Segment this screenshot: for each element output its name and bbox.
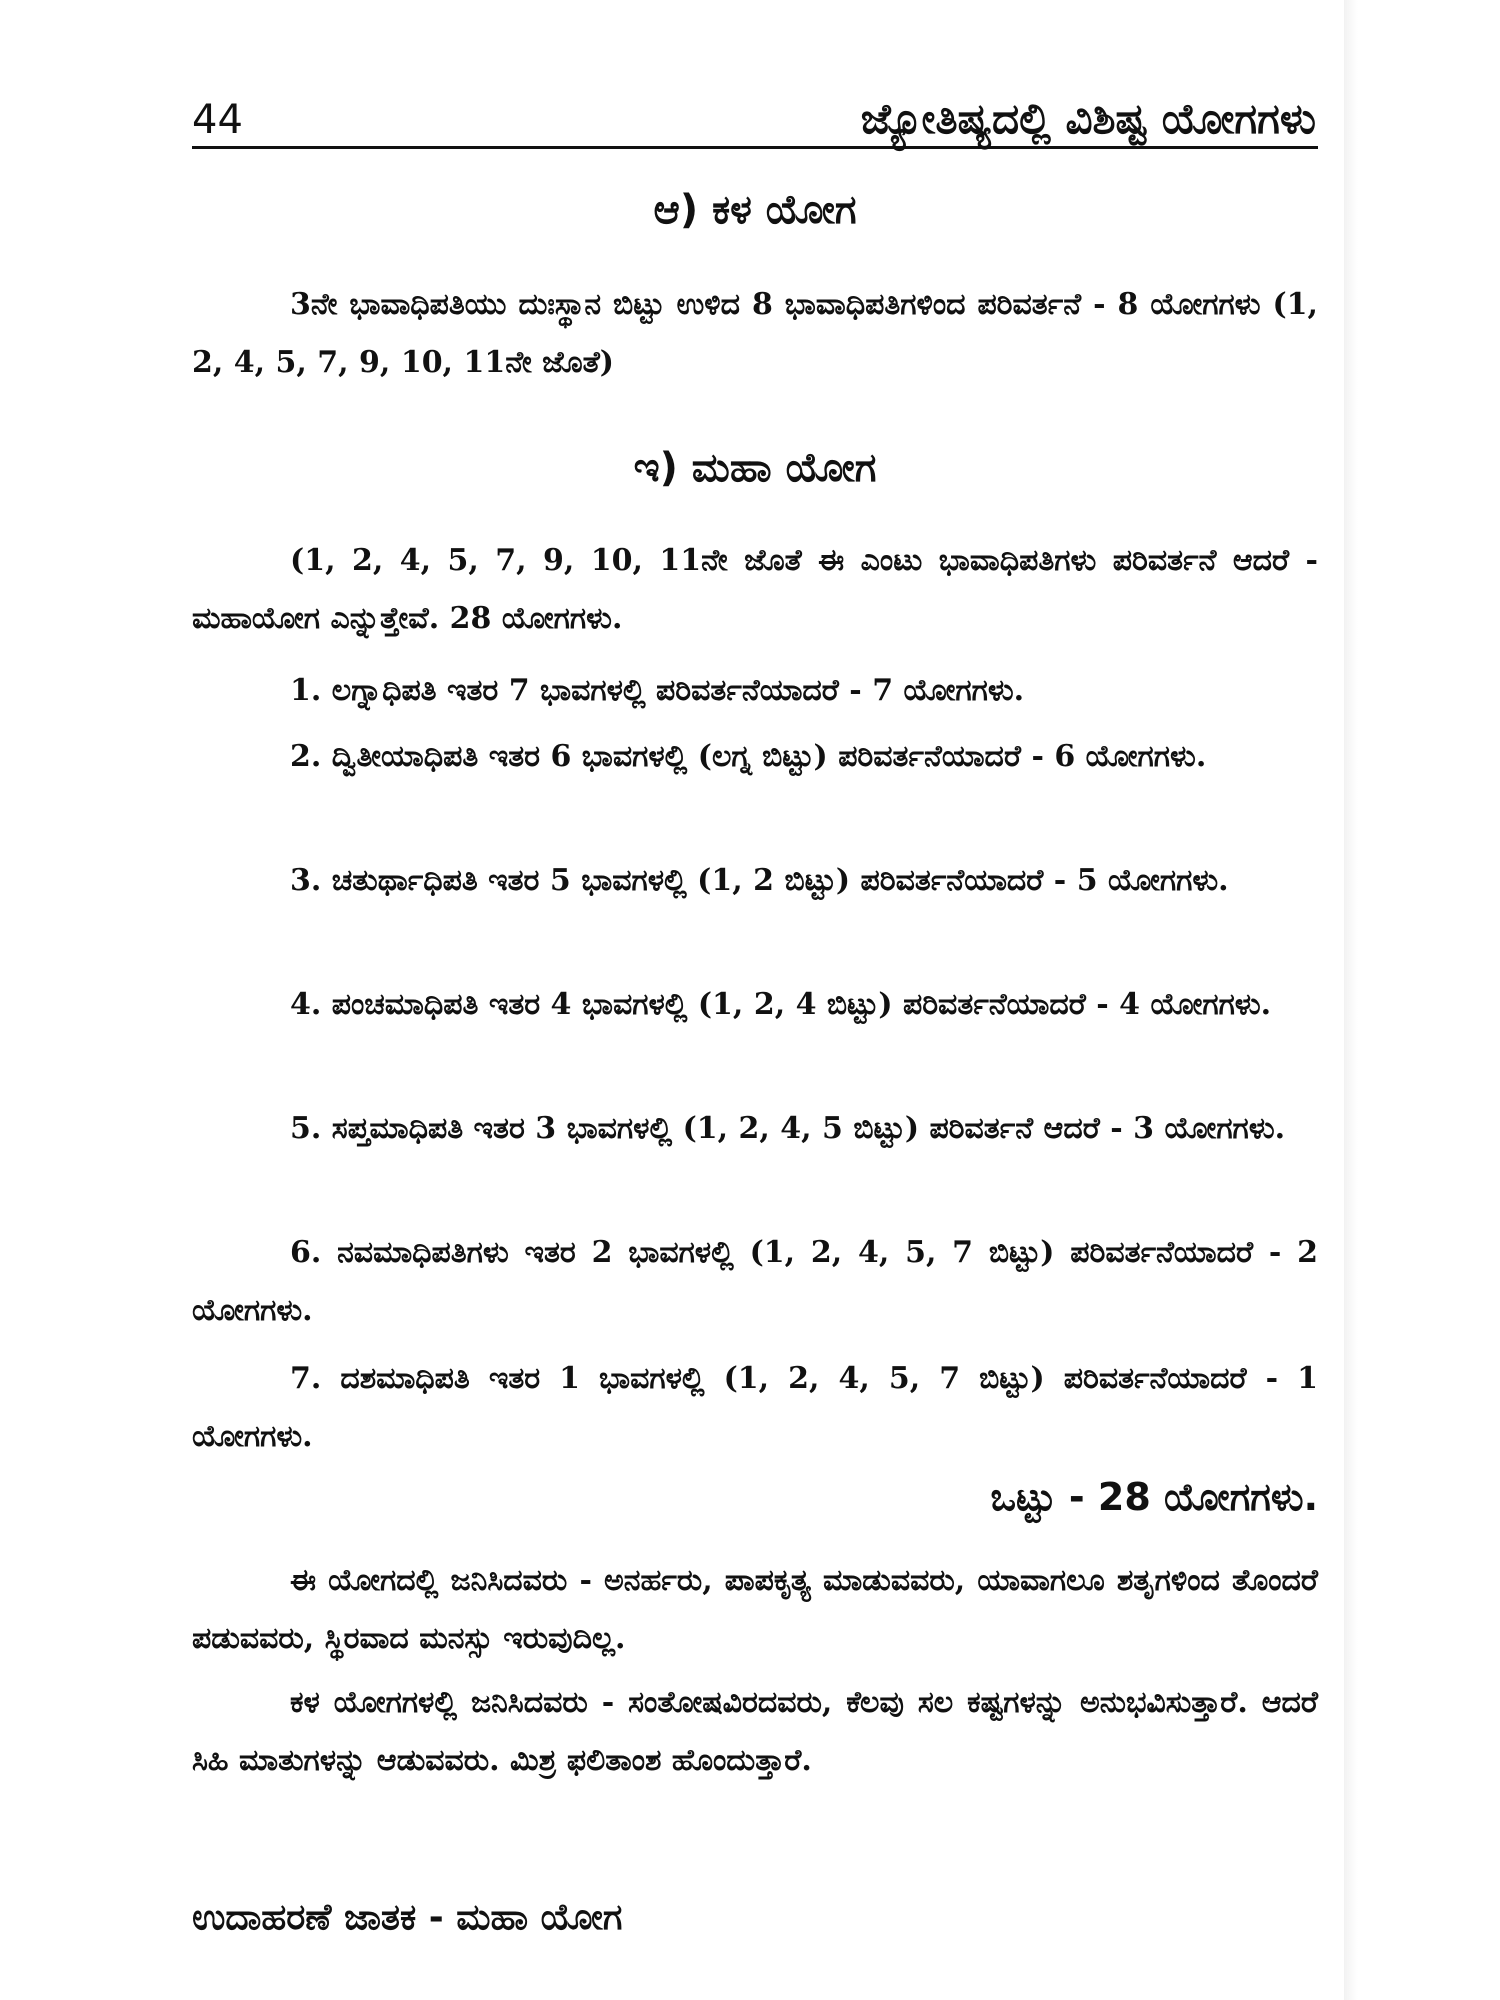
paragraph-result-maha: ಈ ಯೋಗದಲ್ಲಿ ಜನಿಸಿದವರು - ಅನರ್ಹರು, ಪಾಪಕೃತ್ಯ ಮಾಡುವವರು, ಯಾವಾಗಲೂ ಶತೃಗಳಿಂದ ತೊಂದರೆ ಪಡುವವರು, ಸ್ಥಿರವಾದ ಮನಸ್ಸು ಇರುವುದಿಲ್ಲ. (192, 1563, 1318, 1656)
paragraph-result-kala: ಕಳ ಯೋಗಗಳಲ್ಲಿ ಜನಿಸಿದವರು - ಸಂತೋಷವಿರದವರು, ಕೆಲವು ಸಲ ಕಷ್ಟಗಳನ್ನು ಅನುಭವಿಸುತ್ತಾರೆ. ಆದರೆ ಸಿಹಿ ಮಾತುಗಳನ್ನು ಆಡುವವರು. ಮಿಶ್ರ ಫಲಿತಾಂಶ ಹೊಂದುತ್ತಾರೆ. (192, 1685, 1318, 1778)
list-item: 4. ಪಂಚಮಾಧಿಪತಿ ಇತರ 4 ಭಾವಗಳಲ್ಲಿ (1, 2, 4 ಬಿಟ್ಟು) ಪರಿವರ್ತನೆಯಾದರೆ - 4 ಯೋಗಗಳು. (290, 987, 1272, 1022)
example-heading: ಉದಾಹರಣೆ ಜಾತಕ - ಮಹಾ ಯೋಗ (192, 1897, 623, 1938)
list-item: 6. ನವಮಾಧಿಪತಿಗಳು ಇತರ 2 ಭಾವಗಳಲ್ಲಿ (1, 2, 4, 5, 7 ಬಿಟ್ಟು) ಪರಿವರ್ತನೆಯಾದರೆ - 2 ಯೋಗಗಳು. (192, 1235, 1318, 1328)
paragraph-kala-yoga: 3ನೇ ಭಾವಾಧಿಪತಿಯು ದುಃಸ್ಥಾನ ಬಿಟ್ಟು ಉಳಿದ 8 ಭಾವಾಧಿಪತಿಗಳಿಂದ ಪರಿವರ್ತನೆ - 8 ಯೋಗಗಳು (1, 2, 4, 5, 7, 9, 10, 11ನೇ ಜೊತೆ) (192, 287, 1318, 380)
section-heading-maha-yoga: ಇ) ಮಹಾ ಯೋಗ (633, 445, 877, 491)
section-heading-kala-yoga: ಆ) ಕಳ ಯೋಗ (653, 187, 857, 233)
page-number: 44 (192, 97, 243, 143)
list-item: 5. ಸಪ್ತಮಾಧಿಪತಿ ಇತರ 3 ಭಾವಗಳಲ್ಲಿ (1, 2, 4, 5 ಬಿಟ್ಟು) ಪರಿವರ್ತನೆ ಆದರೆ - 3 ಯೋಗಗಳು. (290, 1111, 1286, 1146)
page-header (192, 78, 1316, 150)
list-item: 3. ಚತುರ್ಥಾಧಿಪತಿ ಇತರ 5 ಭಾವಗಳಲ್ಲಿ (1, 2 ಬಿಟ್ಟು) ಪರಿವರ್ತನೆಯಾದರೆ - 5 ಯೋಗಗಳು. (290, 863, 1229, 898)
page-edge-shadow (1344, 0, 1500, 2000)
list-item: 1. ಲಗ್ನಾಧಿಪತಿ ಇತರ 7 ಭಾವಗಳಲ್ಲಿ ಪರಿವರ್ತನೆಯಾದರೆ - 7 ಯೋಗಗಳು. (290, 673, 1025, 708)
list-item: 2. ದ್ವಿತೀಯಾಧಿಪತಿ ಇತರ 6 ಭಾವಗಳಲ್ಲಿ (ಲಗ್ನ ಬಿಟ್ಟು) ಪರಿವರ್ತನೆಯಾದರೆ - 6 ಯೋಗಗಳು. (290, 739, 1207, 774)
running-title: ಜ್ಯೋತಿಷ್ಯದಲ್ಲಿ ವಿಶಿಷ್ಟ ಯೋಗಗಳು (860, 94, 1316, 143)
total-yogas: ಒಟ್ಟು - 28 ಯೋಗಗಳು. (990, 1475, 1318, 1519)
paragraph-maha-yoga-intro: (1, 2, 4, 5, 7, 9, 10, 11ನೇ ಜೊತೆ ಈ ಎಂಟು ಭಾವಾಧಿಪತಿಗಳು ಪರಿವರ್ತನೆ ಆದರೆ - ಮಹಾಯೋಗ ಎನ್ನುತ್ತೇವೆ. 28 ಯೋಗಗಳು. (192, 543, 1318, 636)
list-item: 7. ದಶಮಾಧಿಪತಿ ಇತರ 1 ಭಾವಗಳಲ್ಲಿ (1, 2, 4, 5, 7 ಬಿಟ್ಟು) ಪರಿವರ್ತನೆಯಾದರೆ - 1 ಯೋಗಗಳು. (192, 1361, 1318, 1454)
header-rule (192, 146, 1318, 149)
